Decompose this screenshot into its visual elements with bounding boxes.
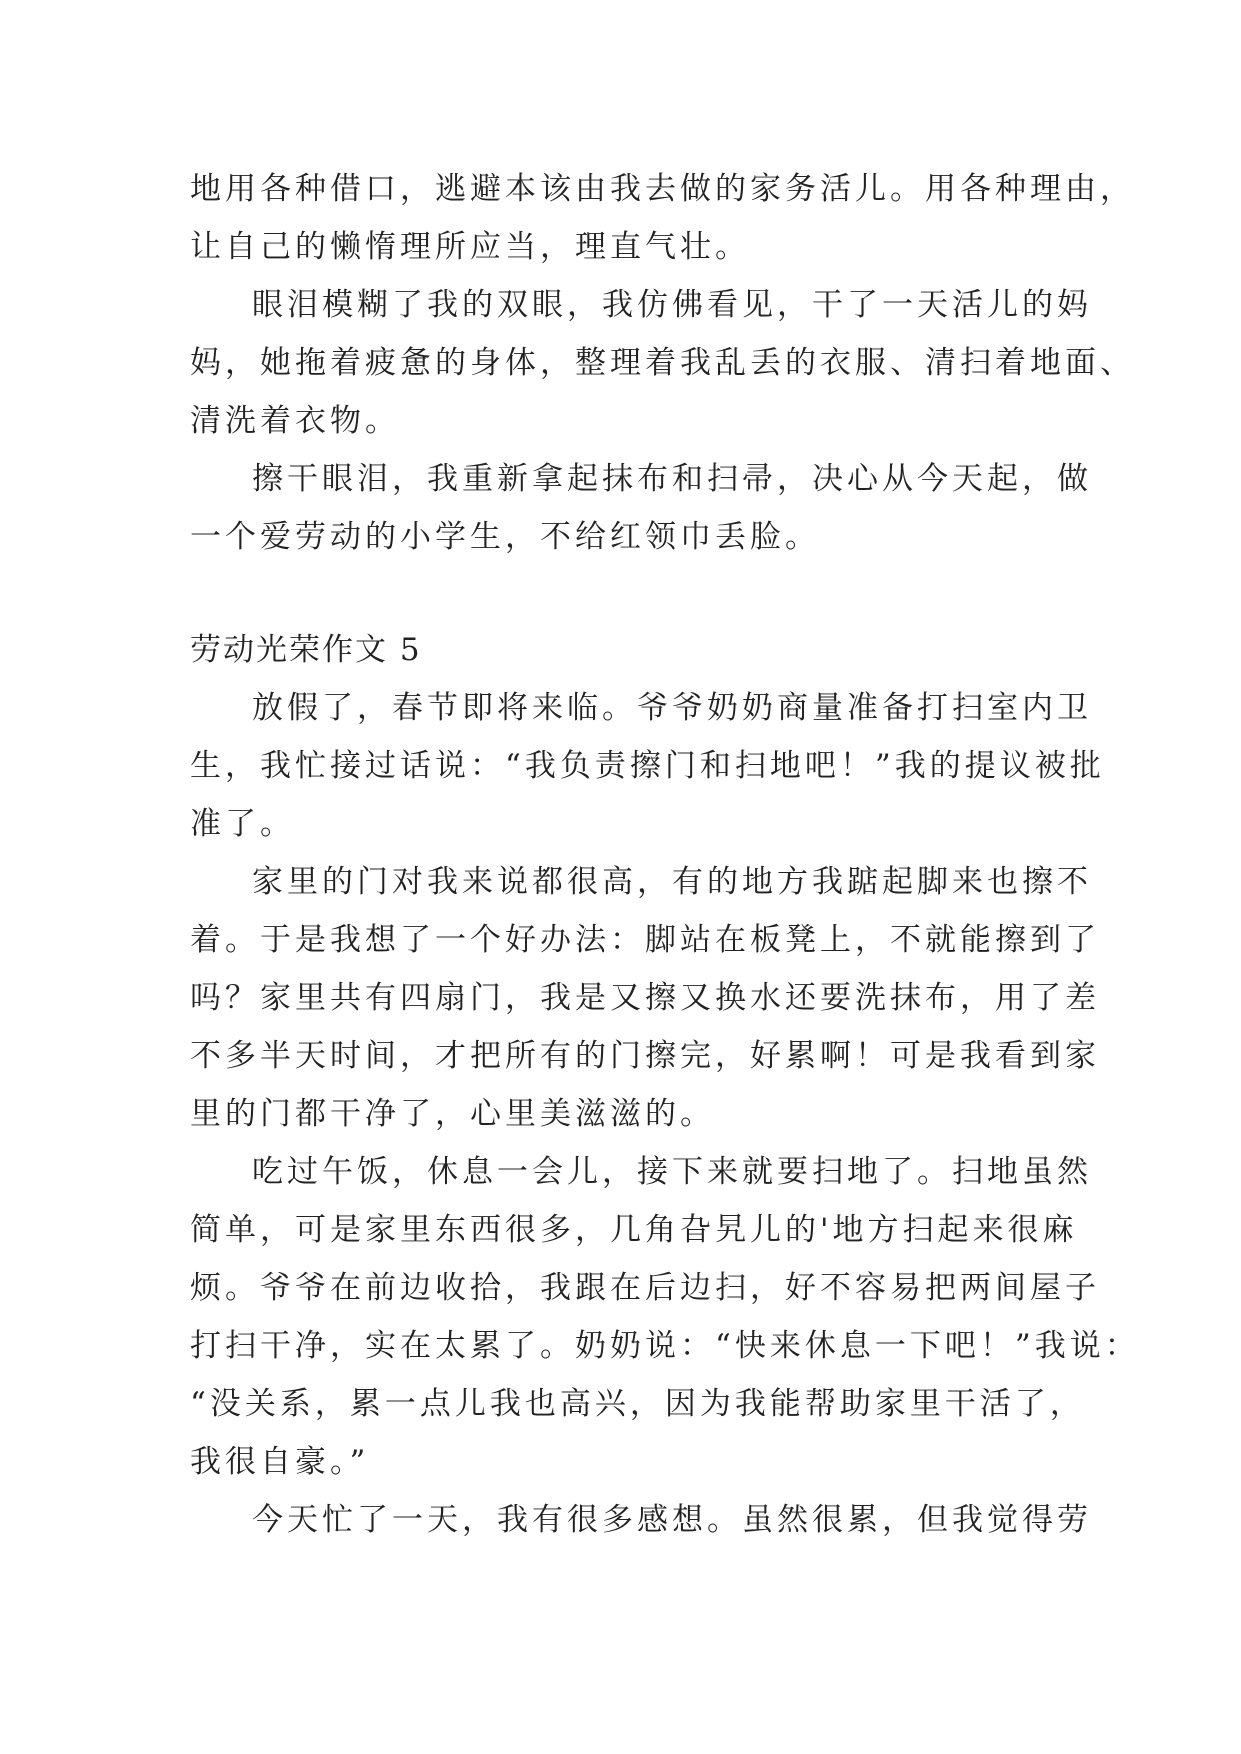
text-line: 生，我忙接过话说：“我负责擦门和扫地吧！”我的提议被批 <box>190 748 1105 784</box>
text-line: 家里的门对我来说都很高，有的地方我踮起脚来也擦不 <box>252 864 1092 900</box>
text-line: 简单，可是家里东西很多，几角旮旯儿的'地方扫起来很麻 <box>190 1212 1078 1248</box>
text-line: 烦。爷爷在前边收拾，我跟在后边扫，好不容易把两间屋子 <box>190 1270 1100 1306</box>
text-line: 吗？家里共有四扇门，我是又擦又换水还要洗抹布，用了差 <box>190 980 1100 1016</box>
text-line: 吃过午饭，休息一会儿，接下来就要扫地了。扫地虽然 <box>252 1154 1092 1190</box>
text-line: 妈，她拖着疲惫的身体，整理着我乱丢的衣服、清扫着地面、 <box>190 345 1135 381</box>
text-line: 擦干眼泪，我重新拿起抹布和扫帚，决心从今天起，做 <box>252 461 1092 497</box>
paragraph <box>190 853 1100 1143</box>
text-line: “没关系，累一点儿我也高兴，因为我能帮助家里干活了， <box>190 1386 1085 1422</box>
text-line: 让自己的懒惰理所应当，理直气壮。 <box>190 229 750 265</box>
paragraph <box>190 450 1092 566</box>
paragraph <box>190 679 1105 853</box>
text-line: 着。于是我想了一个好办法：脚站在板凳上，不就能擦到了 <box>190 922 1100 958</box>
document-body <box>190 160 1140 1549</box>
text-line: 准了。 <box>190 806 295 842</box>
text-line: 一个爱劳动的小学生，不给红领巾丢脸。 <box>190 519 820 555</box>
paragraph <box>190 1491 1092 1549</box>
paragraph <box>190 1143 1140 1491</box>
section-heading: 劳动光荣作文 5 <box>190 632 422 668</box>
text-line: 打扫干净，实在太累了。奶奶说：“快来休息一下吧！”我说： <box>190 1328 1140 1364</box>
text-line: 今天忙了一天，我有很多感想。虽然很累，但我觉得劳 <box>252 1502 1092 1538</box>
text-line: 地用各种借口，逃避本该由我去做的家务活儿。用各种理由， <box>190 171 1135 207</box>
text-line: 眼泪模糊了我的双眼，我仿佛看见，干了一天活儿的妈 <box>252 287 1092 323</box>
text-line: 里的门都干净了，心里美滋滋的。 <box>190 1096 715 1132</box>
paragraph <box>190 276 1135 450</box>
text-line: 我很自豪。” <box>190 1444 370 1480</box>
text-line: 放假了，春节即将来临。爷爷奶奶商量准备打扫室内卫 <box>252 690 1092 726</box>
text-line: 清洗着衣物。 <box>190 403 400 439</box>
text-line: 不多半天时间，才把所有的门擦完，好累啊！可是我看到家 <box>190 1038 1100 1074</box>
paragraph <box>190 160 1135 276</box>
